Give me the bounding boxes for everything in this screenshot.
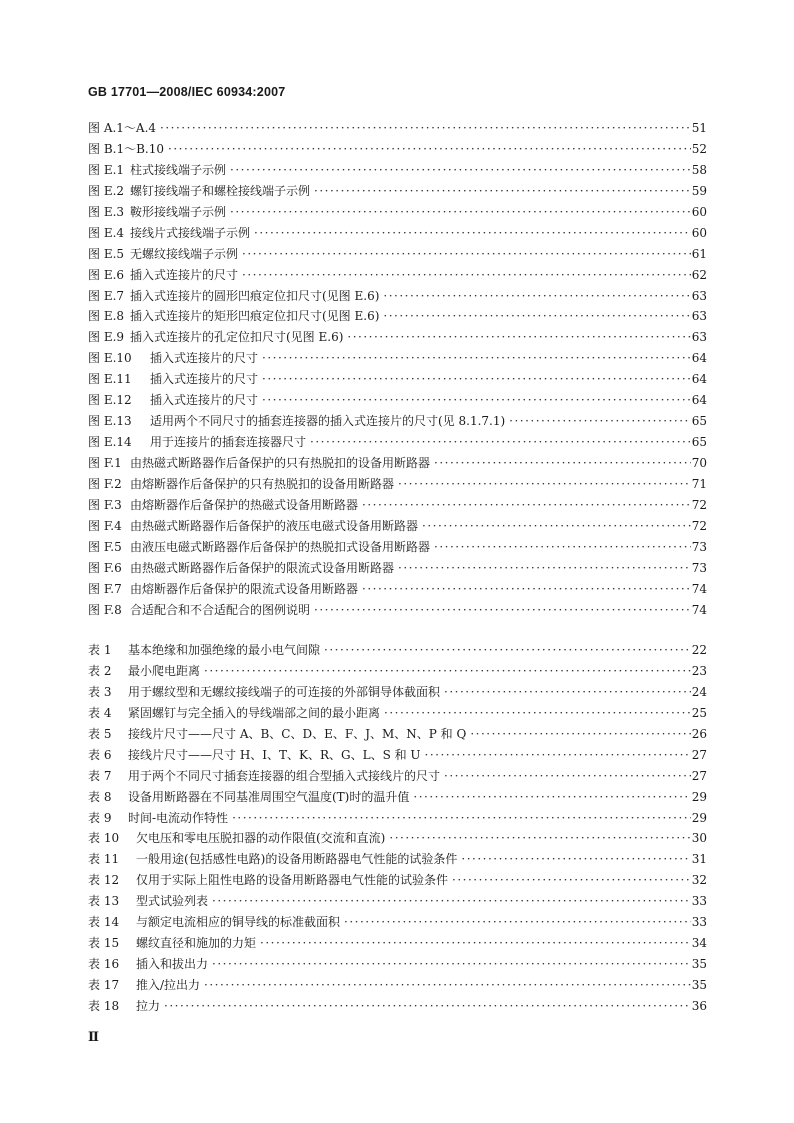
leader-dots	[200, 661, 691, 682]
entry-number: 图 F.7	[88, 581, 122, 596]
entry-page: 74	[691, 581, 707, 596]
entry-number: 表 10	[88, 831, 120, 846]
entry-title: 无螺纹接线端子示例	[130, 246, 239, 261]
entry-title: 由热磁式断路器作后备保护的限流式设备用断路器	[130, 560, 395, 575]
leader-dots	[258, 369, 691, 390]
entry-title: 接线片式接线端子示例	[130, 225, 251, 240]
entry-page: 27	[691, 768, 707, 783]
leader-dots	[340, 912, 691, 933]
figure-entry[interactable]	[88, 139, 707, 160]
table-entry[interactable]	[88, 996, 707, 1017]
entry-number: 图 F.5	[88, 539, 122, 554]
leader-dots	[448, 870, 691, 891]
entry-title: 合适配合和不合适配合的图例说明	[130, 602, 311, 617]
figure-entry[interactable]	[88, 432, 707, 453]
entry-number: 表 1	[88, 643, 112, 657]
figure-entry[interactable]	[88, 474, 707, 495]
entry-page: 63	[691, 288, 707, 303]
page-number: Ⅱ	[88, 1030, 99, 1045]
entry-number: 图 F.1	[88, 456, 122, 470]
entry-page: 59	[691, 183, 707, 198]
entry-page: 70	[691, 456, 707, 470]
entry-page: 73	[691, 560, 707, 575]
table-entry[interactable]	[88, 640, 707, 661]
entry-title: 插入式连接片的尺寸	[150, 372, 259, 387]
entry-page: 60	[691, 225, 707, 240]
leader-dots	[250, 223, 691, 244]
entry-number: 图 E.3	[88, 204, 125, 219]
entry-title: 插入式连接片的尺寸	[150, 393, 259, 408]
entry-page: 36	[691, 998, 707, 1013]
leader-dots	[394, 558, 691, 579]
table-entry[interactable]	[88, 766, 707, 787]
entry-page: 30	[691, 831, 707, 846]
leader-dots	[409, 787, 691, 808]
entry-page: 65	[691, 414, 707, 429]
entry-page: 72	[691, 497, 707, 512]
entry-page: 72	[691, 518, 707, 533]
leader-dots	[258, 348, 691, 369]
figure-entry[interactable]	[88, 327, 707, 348]
figure-entry[interactable]	[88, 244, 707, 265]
entry-number: 表 8	[88, 789, 112, 804]
entry-number: 图 F.8	[88, 602, 122, 617]
table-entry[interactable]	[88, 703, 707, 724]
entry-page: 74	[691, 602, 707, 617]
entry-number: 图 E.10	[88, 351, 132, 366]
leader-dots	[379, 306, 691, 327]
entry-title: 插入式连接片的矩形凹痕定位扣尺寸(见图 E.6)	[130, 309, 380, 324]
leader-dots	[430, 453, 691, 474]
leader-dots	[418, 516, 691, 537]
entry-title: 由熔断器作后备保护的热磁式设备用断路器	[130, 497, 359, 512]
entry-page: 34	[691, 936, 707, 951]
table-list	[88, 640, 707, 1017]
entry-title: 接线片尺寸——尺寸 H、I、T、K、R、G、L、S 和 U	[128, 747, 421, 762]
leader-dots	[226, 202, 691, 223]
entry-number: 图 E.14	[88, 435, 132, 450]
figure-entry[interactable]	[88, 223, 707, 244]
entry-number: 图 E.1	[88, 162, 125, 177]
entry-title: 设备用断路器在不同基准周围空气温度(T)时的温升值	[128, 789, 410, 804]
entry-page: 33	[691, 894, 707, 909]
entry-title: 螺钉接线端子和螺栓接线端子示例	[130, 183, 311, 198]
entry-title: 欠电压和零电压脱扣器的动作限值(交流和直流)	[136, 831, 386, 846]
leader-dots	[440, 766, 691, 787]
figure-entry[interactable]	[88, 411, 707, 432]
entry-number: 表 2	[88, 663, 112, 678]
figure-entry[interactable]	[88, 369, 707, 390]
entry-number: 图 F.6	[88, 560, 122, 575]
leader-dots	[440, 682, 691, 703]
leader-dots	[421, 745, 691, 766]
entry-page: 32	[691, 873, 707, 888]
figure-list	[88, 118, 707, 621]
table-entry[interactable]	[88, 787, 707, 808]
entry-page: 62	[691, 267, 707, 282]
entry-title: 插入和拔出力	[136, 957, 209, 972]
entry-number: 表 16	[88, 957, 120, 972]
table-entry[interactable]	[88, 808, 707, 829]
leader-dots	[258, 390, 691, 411]
entry-number: 表 11	[88, 852, 120, 867]
entry-title: 由热磁式断路器作后备保护的只有热脱扣的设备用断路器	[130, 456, 431, 470]
entry-title: 由热磁式断路器作后备保护的液压电磁式设备用断路器	[130, 518, 419, 533]
entry-title: 鞍形接线端子示例	[130, 204, 227, 219]
entry-title: 型式试验列表	[136, 894, 209, 909]
leader-dots	[164, 139, 691, 160]
entry-page: 51	[691, 121, 707, 135]
entry-number: 表 7	[88, 768, 112, 783]
entry-number: 图 E.13	[88, 414, 132, 429]
entry-page: 35	[691, 957, 707, 972]
entry-page: 23	[691, 663, 707, 678]
leader-dots	[505, 411, 691, 432]
figure-entry[interactable]	[88, 118, 707, 139]
entry-title: 由液压电磁式断路器作后备保护的热脱扣式设备用断路器	[130, 539, 431, 554]
entry-number: 图 B.1～B.10	[88, 141, 164, 156]
leader-dots	[306, 432, 691, 453]
leader-dots	[358, 579, 691, 600]
entry-page: 61	[691, 246, 707, 261]
table-entry[interactable]	[88, 891, 707, 912]
figure-entry[interactable]	[88, 537, 707, 558]
entry-title: 柱式接线端子示例	[130, 162, 227, 177]
entry-number: 表 9	[88, 810, 112, 825]
entry-title: 仅用于实际上阻性电路的设备用断路器电气性能的试验条件	[136, 873, 449, 888]
figure-entry[interactable]	[88, 348, 707, 369]
leader-dots	[200, 975, 691, 996]
entry-page: 73	[691, 539, 707, 554]
table-entry[interactable]	[88, 912, 707, 933]
table-entry[interactable]	[88, 870, 707, 891]
leader-dots	[238, 265, 691, 286]
entry-page: 35	[691, 978, 707, 992]
table-entry[interactable]	[88, 975, 707, 996]
entry-page: 29	[691, 810, 707, 825]
entry-number: 图 F.4	[88, 518, 122, 533]
entry-number: 图 E.11	[88, 372, 132, 387]
entry-number: 表 17	[88, 978, 120, 992]
leader-dots	[238, 244, 691, 265]
entry-page: 63	[691, 309, 707, 324]
figure-entry[interactable]	[88, 390, 707, 411]
figure-entry[interactable]	[88, 579, 707, 600]
table-entry[interactable]	[88, 745, 707, 766]
leader-dots	[228, 808, 691, 829]
table-entry[interactable]	[88, 682, 707, 703]
table-entry[interactable]	[88, 954, 707, 975]
entry-number: 表 14	[88, 915, 120, 930]
figure-entry[interactable]	[88, 181, 707, 202]
figure-entry[interactable]	[88, 160, 707, 181]
entry-number: 图 E.8	[88, 309, 125, 324]
entry-number: 图 F.3	[88, 497, 122, 512]
entry-page: 65	[691, 435, 707, 450]
leader-dots	[358, 495, 691, 516]
entry-title: 插入式连接片的孔定位扣尺寸(见图 E.6)	[130, 330, 344, 345]
leader-dots	[156, 118, 691, 139]
entry-number: 图 A.1～A.4	[88, 121, 157, 135]
entry-number: 表 4	[88, 705, 112, 720]
entry-number: 表 12	[88, 873, 120, 888]
entry-number: 表 15	[88, 936, 120, 951]
figure-entry[interactable]	[88, 265, 707, 286]
leader-dots	[226, 160, 691, 181]
table-entry[interactable]	[88, 933, 707, 954]
entry-page: 52	[691, 141, 707, 156]
leader-dots	[256, 933, 691, 954]
entry-number: 图 E.7	[88, 288, 125, 303]
entry-title: 用于螺纹型和无螺纹接线端子的可连接的外部铜导体截面积	[128, 684, 441, 699]
entry-page: 29	[691, 789, 707, 804]
leader-dots	[160, 996, 691, 1017]
entry-title: 基本绝缘和加强绝缘的最小电气间隙	[128, 643, 321, 657]
entry-page: 26	[691, 726, 707, 741]
entry-page: 71	[691, 476, 707, 491]
entry-number: 图 E.2	[88, 183, 125, 198]
entry-title: 时间-电流动作特性	[128, 810, 229, 825]
leader-dots	[310, 600, 691, 621]
leader-dots	[208, 891, 691, 912]
table-entry[interactable]	[88, 724, 707, 745]
entry-title: 适用两个不同尺寸的插套连接器的插入式连接片的尺寸(见 8.1.7.1)	[150, 414, 506, 429]
entry-page: 58	[691, 162, 707, 177]
leader-dots	[394, 474, 691, 495]
leader-dots	[208, 954, 691, 975]
entry-title: 由熔断器作后备保护的限流式设备用断路器	[130, 581, 359, 596]
entry-title: 推入/拉出力	[136, 978, 201, 992]
entry-page: 64	[691, 351, 707, 366]
table-entry[interactable]	[88, 849, 707, 870]
leader-dots	[430, 537, 691, 558]
entry-number: 图 E.6	[88, 267, 125, 282]
document-header: GB 17701—2008/IEC 60934:2007	[88, 85, 286, 99]
entry-number: 图 E.12	[88, 393, 132, 408]
leader-dots	[385, 828, 691, 849]
entry-page: 24	[691, 684, 707, 699]
entry-title: 接线片尺寸——尺寸 A、B、C、D、E、F、J、M、N、P 和 Q	[128, 726, 467, 741]
entry-number: 表 3	[88, 684, 112, 699]
entry-page: 63	[691, 330, 707, 345]
figure-entry[interactable]	[88, 516, 707, 537]
entry-number: 表 5	[88, 726, 112, 741]
figure-entry[interactable]	[88, 306, 707, 327]
figure-entry[interactable]	[88, 453, 707, 474]
leader-dots	[320, 640, 691, 661]
entry-title: 插入式连接片的尺寸	[130, 267, 239, 282]
entry-page: 33	[691, 915, 707, 930]
entry-title: 拉力	[136, 998, 161, 1013]
table-entry[interactable]	[88, 828, 707, 849]
entry-page: 25	[691, 705, 707, 720]
entry-title: 紧固螺钉与完全插入的导线端部之间的最小距离	[128, 705, 381, 720]
entry-number: 图 E.4	[88, 225, 125, 240]
table-entry[interactable]	[88, 661, 707, 682]
leader-dots	[343, 327, 691, 348]
entry-title: 螺纹直径和施加的力矩	[136, 936, 257, 951]
leader-dots	[379, 286, 691, 307]
entry-page: 31	[691, 852, 707, 867]
entry-title: 最小爬电距离	[128, 663, 201, 678]
figure-entry[interactable]	[88, 600, 707, 621]
leader-dots	[457, 849, 691, 870]
entry-page: 64	[691, 372, 707, 387]
entry-title: 用于连接片的插套连接器尺寸	[150, 435, 307, 450]
entry-number: 表 6	[88, 747, 112, 762]
entry-title: 由熔断器作后备保护的只有热脱扣的设备用断路器	[130, 476, 395, 491]
figure-entry[interactable]	[88, 286, 707, 307]
entry-number: 图 F.2	[88, 476, 122, 491]
entry-title: 插入式连接片的圆形凹痕定位扣尺寸(见图 E.6)	[130, 288, 380, 303]
entry-page: 22	[691, 643, 707, 657]
leader-dots	[466, 724, 691, 745]
entry-title: 插入式连接片的尺寸	[150, 351, 259, 366]
figure-entry[interactable]	[88, 558, 707, 579]
figure-entry[interactable]	[88, 495, 707, 516]
leader-dots	[380, 703, 691, 724]
figure-entry[interactable]	[88, 202, 707, 223]
entry-number: 表 18	[88, 998, 120, 1013]
entry-number: 图 E.9	[88, 330, 125, 345]
entry-number: 图 E.5	[88, 246, 125, 261]
entry-title: 用于两个不同尺寸插套连接器的组合型插入式接线片的尺寸	[128, 768, 441, 783]
entry-title: 与额定电流相应的铜导线的标准截面积	[136, 915, 341, 930]
leader-dots	[310, 181, 691, 202]
entry-page: 64	[691, 393, 707, 408]
entry-number: 表 13	[88, 894, 120, 909]
entry-title: 一般用途(包括感性电路)的设备用断路器电气性能的试验条件	[136, 852, 458, 867]
entry-page: 60	[691, 204, 707, 219]
entry-page: 27	[691, 747, 707, 762]
